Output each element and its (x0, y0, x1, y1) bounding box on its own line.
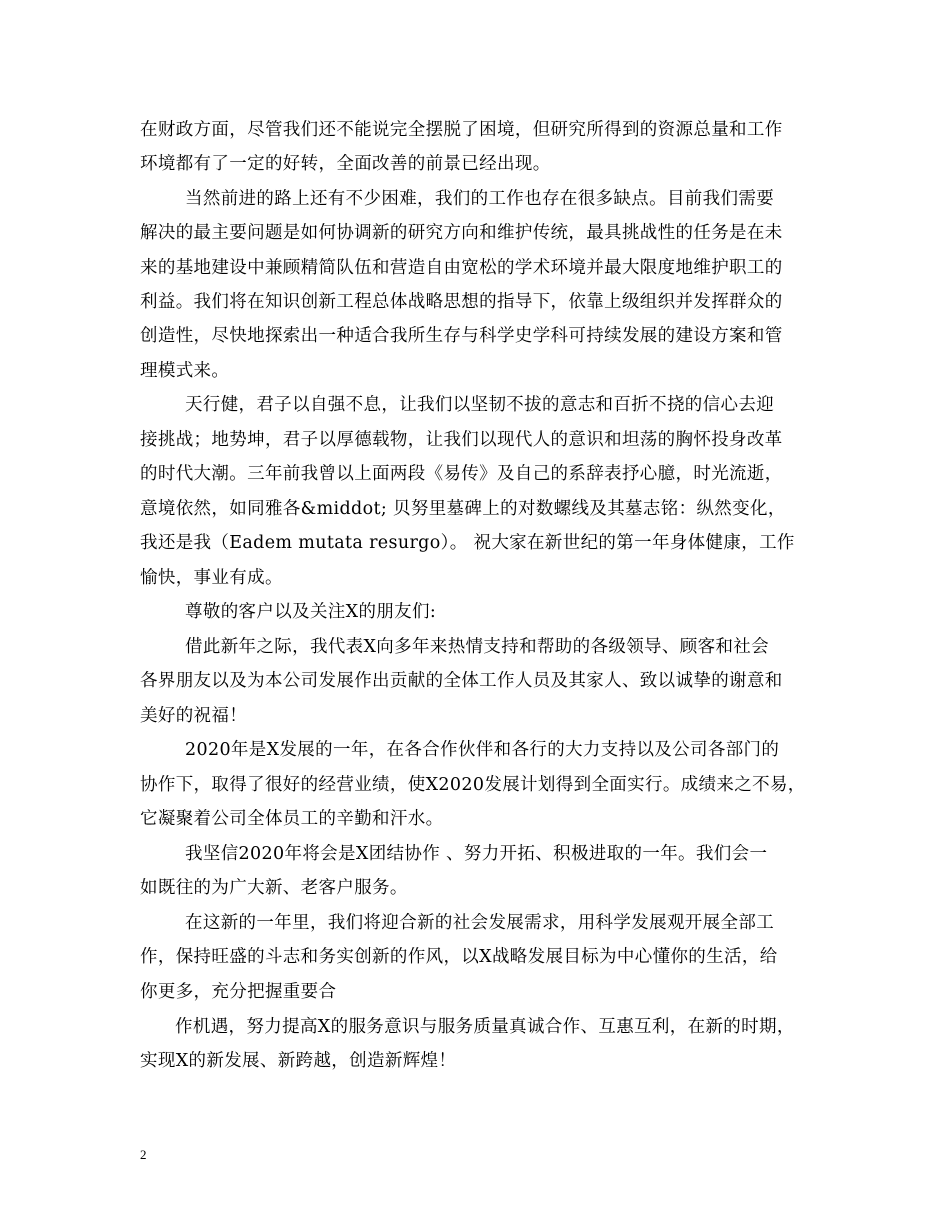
text-line: 作，保持旺盛的斗志和务实创新的作风，以X战略发展目标为中心懂你的生活，给 (140, 947, 778, 967)
text-line: 环境都有了一定的好转，全面改善的前景已经出现。 (140, 154, 551, 174)
text-line: 作机遇，努力提高X的服务意识与服务质量真诚合作、互惠互利，在新的时期， (175, 1017, 795, 1037)
text-line: 理模式来。 (140, 361, 230, 381)
text-line: 各界朋友以及为本公司发展作出贡献的全体工作人员及其家人、致以诚挚的谢意和 (140, 671, 783, 691)
text-line: 利益。我们将在知识创新工程总体战略思想的指导下，依靠上级组织并发挥群众的 (140, 292, 783, 312)
text-line: 意境依然，如同雅各&middot; 贝努里墓碑上的对数螺线及其墓志铭：纵然变化， (140, 499, 786, 519)
text-line: 它凝聚着公司全体员工的辛勤和汗水。 (140, 809, 444, 829)
text-line: 尊敬的客户以及关注X的朋友们: (185, 602, 437, 622)
page-number: 2 (140, 1147, 147, 1162)
text-line: 如既往的为广大新、老客户服务。 (140, 878, 408, 898)
text-line: 在财政方面，尽管我们还不能说完全摆脱了困境，但研究所得到的资源总量和工作 (140, 120, 783, 140)
text-line: 借此新年之际，我代表X向多年来热情支持和帮助的各级领导、顾客和社会 (185, 637, 770, 657)
text-line: 我还是我（Eadem mutata resurgo）。 祝大家在新世纪的第一年身体健康，工作 (140, 533, 795, 553)
text-line: 天行健，君子以自强不息，让我们以坚韧不拔的意志和百折不挠的信心去迎 (185, 395, 775, 415)
text-line: 当然前进的路上还有不少困难，我们的工作也存在很多缺点。目前我们需要 (185, 189, 775, 209)
text-line: 在这新的一年里，我们将迎合新的社会发展需求，用科学发展观开展全部工 (185, 913, 775, 933)
text-line: 愉快，事业有成。 (140, 568, 283, 588)
text-line: 美好的祝福！ (140, 706, 248, 726)
text-line: 来的基地建设中兼顾精简队伍和营造自由宽松的学术环境并最大限度地维护职工的 (140, 258, 783, 278)
text-line: 接挑战；地势坤，君子以厚德载物，让我们以现代人的意识和坦荡的胸怀投身改革 (140, 430, 783, 450)
text-line: 创造性，尽快地探索出一种适合我所生存与科学史学科可持续发展的建设方案和管 (140, 326, 783, 346)
text-line: 协作下，取得了很好的经营业绩，使X2020发展计划得到全面实行。成绩来之不易， (140, 775, 806, 795)
text-line: 解决的最主要问题是如何协调新的研究方向和维护传统，最具挑战性的任务是在未 (140, 223, 783, 243)
text-line: 实现X的新发展、新跨越，创造新辉煌！ (140, 1051, 457, 1071)
text-line: 2020年是X发展的一年，在各合作伙伴和各行的大力支持以及公司各部门的 (185, 740, 780, 760)
text-line: 我坚信2020年将会是X团结协作 、努力开拓、积极进取的一年。我们会一 (185, 844, 768, 864)
text-line: 你更多，充分把握重要合 (140, 982, 337, 1002)
text-line: 的时代大潮。三年前我曾以上面两段《易传》及自己的系辞表抒心臆，时光流逝， (140, 464, 783, 484)
